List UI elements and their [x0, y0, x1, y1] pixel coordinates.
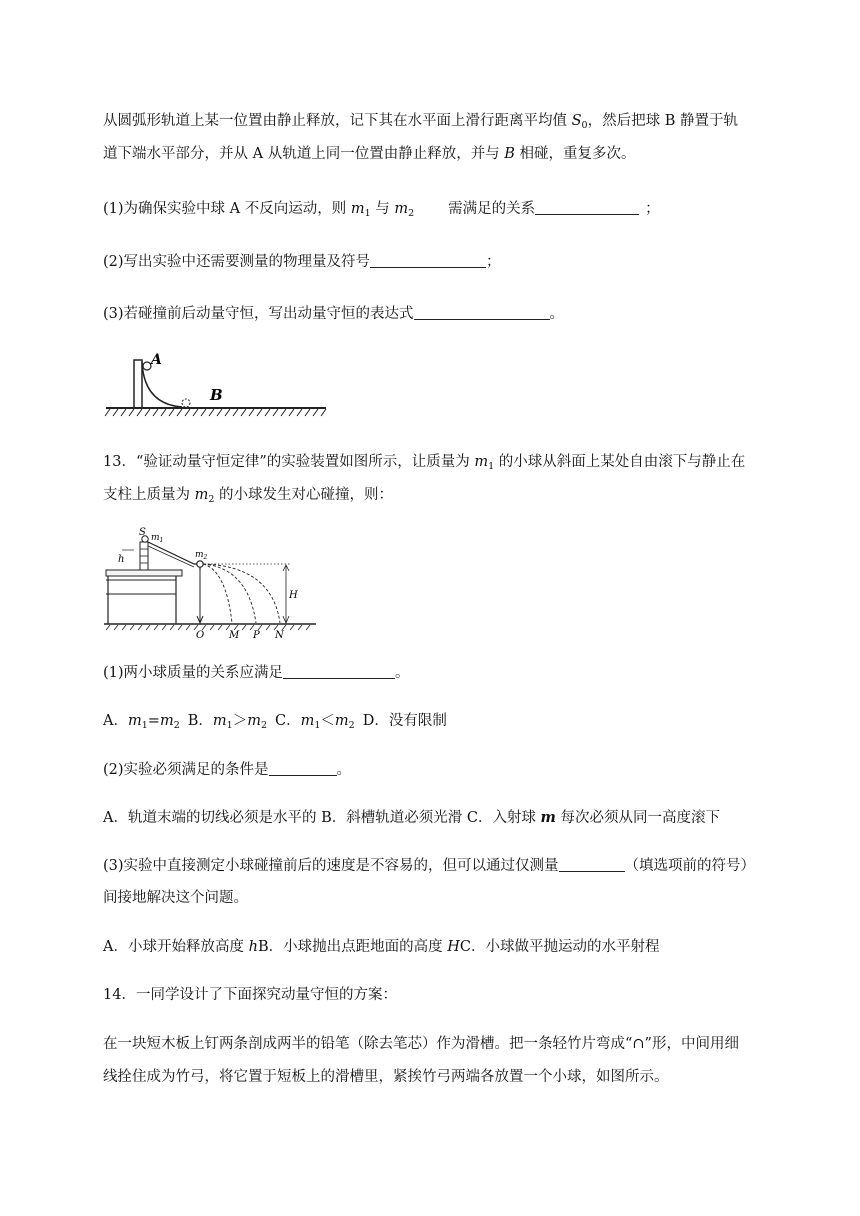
label-big-h: H	[289, 590, 298, 601]
label-n: N	[275, 630, 284, 641]
option-a: A．	[103, 713, 128, 729]
question-text: 间接地解决这个问题。	[103, 890, 248, 906]
sub-2: 2	[408, 208, 415, 219]
option-c: C．小球做平抛运动的水平射程	[459, 939, 660, 955]
question-text: 需满足的关系	[448, 201, 536, 217]
intro-text: 从圆弧形轨道上某一位置由静止释放，记下其在水平面上滑行距离平均值	[103, 113, 572, 129]
sub-1: 1	[488, 461, 495, 472]
question-text: (3)若碰撞前后动量守恒，写出动量守恒的表达式	[103, 306, 414, 322]
question-text: 线拴住成为竹弓，将它置于短板上的滑槽里，紧挨竹弓两端各放置一个小球，如图所示。	[103, 1069, 669, 1085]
question-text: (1)两小球质量的关系应满足	[103, 665, 284, 681]
q13-line-2	[103, 485, 763, 505]
symbol-s: S	[571, 113, 582, 129]
intro-line-2	[103, 144, 763, 164]
question-text: 支柱上质量为	[103, 487, 195, 503]
punctuation: 。	[549, 306, 565, 322]
q13-part-3-line-1	[103, 856, 763, 876]
intro-text: 相碰，重复多次。	[514, 146, 636, 162]
symbol-m: m	[394, 201, 409, 217]
symbol-m: m	[350, 201, 365, 217]
label-m2: $m_2$	[195, 550, 208, 561]
question-text: (2)实验必须满足的条件是	[103, 762, 269, 778]
option-d: D．没有限制	[362, 713, 447, 729]
symbol-m: m	[540, 809, 556, 826]
sub-1: 1	[364, 208, 371, 219]
label-s: S	[139, 527, 146, 538]
symbol-m: m	[194, 487, 209, 503]
q14-paragraph-line-1	[103, 1034, 763, 1054]
q13-part-2	[103, 760, 763, 780]
q12-part-1	[103, 199, 763, 219]
question-text: (3)实验中直接测定小球碰撞前后的速度是不容易的，但可以通过仅测量	[103, 858, 559, 874]
punctuation: 。	[395, 665, 410, 681]
label-o: O	[196, 630, 205, 641]
question-text: 的小球从斜面上某处自由滚下与静止在	[494, 454, 746, 470]
question-text: 与	[370, 201, 395, 217]
q12-part-2	[103, 252, 763, 272]
q13-part-1	[103, 663, 763, 683]
symbol-s-sub: 0	[581, 120, 588, 131]
figure-collision-apparatus	[104, 526, 319, 644]
question-text: (1)为确保实验中球 A 不反向运动，则	[103, 201, 351, 217]
q13-line-1	[103, 452, 763, 472]
intro-text: ，然后把球 B 静置于轨	[587, 113, 738, 129]
answer-blank[interactable]	[370, 253, 486, 268]
option-b: B．小球抛出点距地面的高度	[257, 939, 448, 955]
option-b: B．	[187, 713, 213, 729]
intro-line-1	[103, 111, 763, 131]
option-c: C．	[274, 713, 301, 729]
answer-blank[interactable]	[559, 857, 625, 872]
q14-paragraph-line-2	[103, 1067, 763, 1087]
label-m1: $m_1$	[151, 533, 164, 544]
label-a: A	[151, 352, 162, 368]
intro-text: 道下端水平部分，并从 A 从轨道上同一位置由静止释放，并与	[103, 146, 505, 162]
label-b: B	[210, 386, 223, 404]
label-m: M	[229, 630, 240, 641]
answer-blank[interactable]	[269, 761, 337, 776]
option-a: A．小球开始释放高度	[103, 939, 249, 955]
q13-part-3-options: A．小球开始释放高度 hB．小球抛出点距地面的高度 HC．小球做平抛运动的水平射程	[103, 939, 660, 955]
label-p: P	[253, 630, 260, 641]
label-h: h	[118, 554, 125, 565]
punctuation: ；	[486, 254, 501, 270]
punctuation: ；	[645, 201, 660, 217]
q13-part-1-options: A．$m_1=m_2$ B．$m_1>m_2$ C．$m_1<m_2$ D．没有限制	[103, 713, 447, 731]
q14-title	[103, 985, 763, 1005]
question-text: （填选项前的符号）	[624, 858, 756, 874]
q13-part-2-options	[103, 808, 763, 828]
q12-part-3	[103, 304, 763, 324]
figure-arc-track	[104, 352, 329, 418]
options-text: 每次必须从同一高度滚下	[555, 810, 720, 826]
question-text: 14．一同学设计了下面探究动量守恒的方案：	[103, 987, 397, 1003]
symbol-b: B	[504, 146, 515, 162]
answer-blank[interactable]	[283, 664, 395, 679]
answer-blank[interactable]	[414, 305, 550, 320]
punctuation: 。	[336, 762, 352, 778]
question-text: 13．“验证动量守恒定律”的实验装置如图所示，让质量为	[103, 454, 475, 470]
question-text: 在一块短木板上钉两条剖成两半的铅笔（除去笔芯）作为滑槽。把一条轻竹片弯成“∩”形，中间用细	[103, 1036, 739, 1052]
q13-part-3-line-2	[103, 888, 763, 908]
options-text: A．轨道末端的切线必须是水平的 B．斜槽轨道必须光滑 C．入射球	[103, 810, 541, 826]
sub-2: 2	[208, 494, 215, 505]
question-text: (2)写出实验中还需要测量的物理量及符号	[103, 254, 371, 270]
question-text: 的小球发生对心碰撞，则：	[214, 487, 394, 503]
symbol-m: m	[474, 454, 489, 470]
answer-blank[interactable]	[535, 200, 639, 215]
